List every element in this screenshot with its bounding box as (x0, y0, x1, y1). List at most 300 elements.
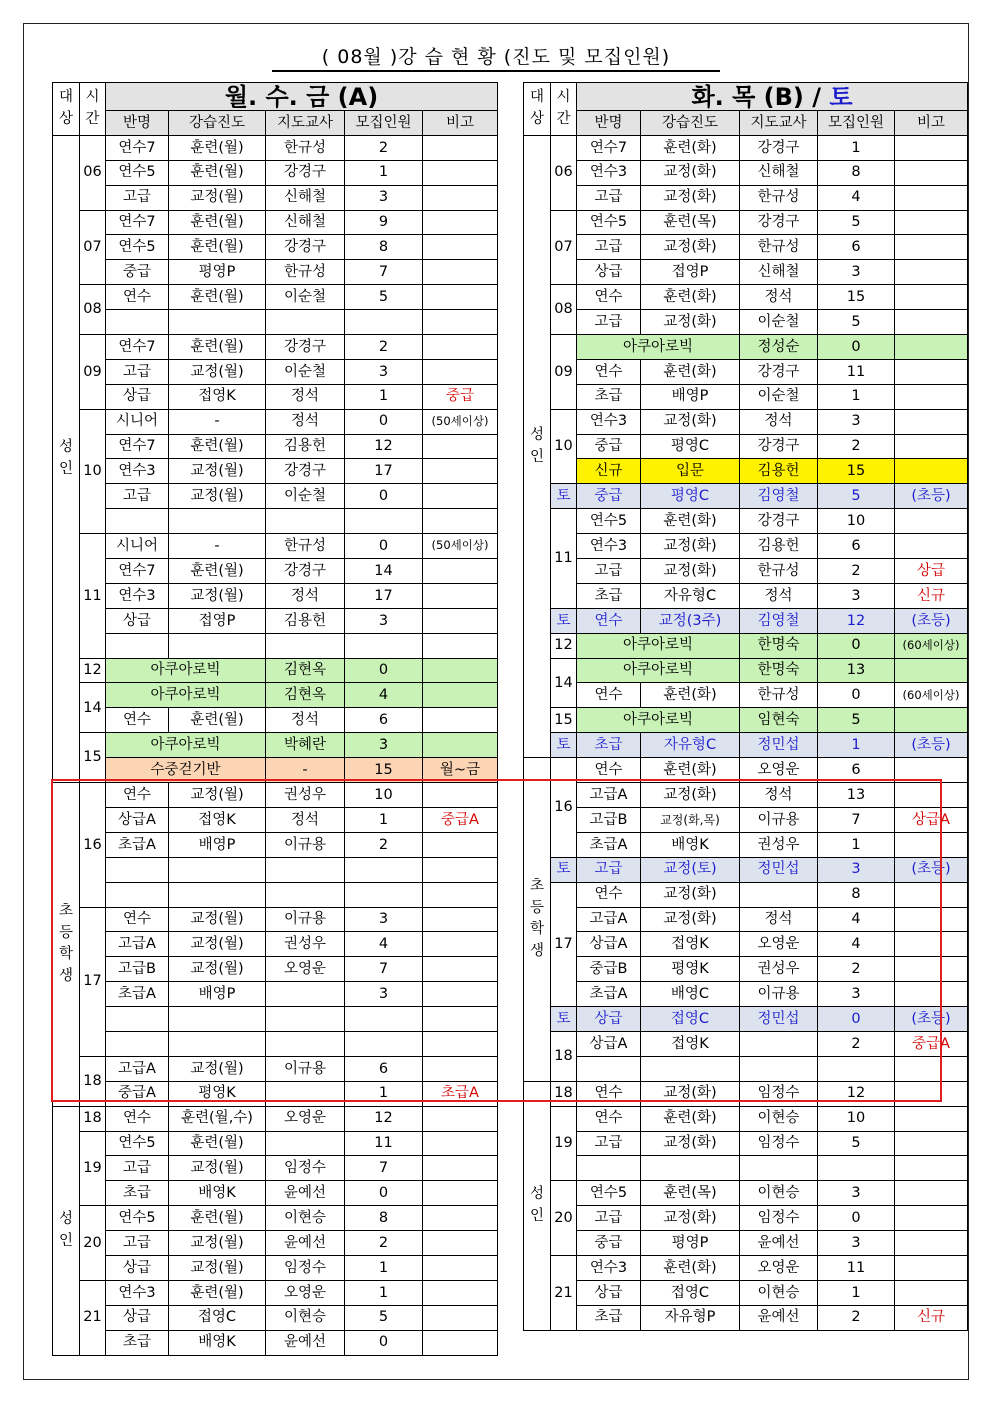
progress-cell: 교정(월) (169, 783, 266, 808)
count-cell: 7 (818, 807, 895, 832)
count-cell: 3 (345, 907, 423, 932)
page-title: ( 08월 )강 습 현 황 (진도 및 모집인원) (272, 44, 720, 72)
table-row (53, 783, 498, 808)
table-row (53, 683, 498, 708)
note-cell (895, 1081, 968, 1106)
count-cell: 8 (345, 235, 423, 260)
count-cell: 0 (818, 1007, 895, 1032)
count-cell (345, 1007, 423, 1032)
progress-cell (169, 310, 266, 335)
table-row (53, 882, 498, 907)
teacher-cell: 정민섭 (740, 733, 818, 758)
class-name-cell: 상급 (106, 1305, 169, 1330)
teacher-cell: 강경구 (740, 509, 818, 534)
progress-cell: 교정(월) (169, 957, 266, 982)
count-cell (345, 509, 423, 534)
note-cell: (50세이상) (423, 534, 498, 559)
class-name-cell: 고급B (577, 807, 641, 832)
column-header: 모집인원 (818, 111, 895, 136)
count-cell: 6 (345, 1056, 423, 1081)
count-cell: 6 (818, 235, 895, 260)
count-cell: 2 (818, 559, 895, 584)
class-name-cell: 연수 (577, 608, 641, 633)
column-header: 지도교사 (740, 111, 818, 136)
class-name-cell: 초급 (106, 1330, 169, 1355)
teacher-cell: 김현옥 (266, 658, 345, 683)
class-name-cell: 수중걷기반 (106, 758, 266, 783)
count-cell (818, 1156, 895, 1181)
progress-cell: 훈련(월) (169, 1280, 266, 1305)
time-cell: 19 (551, 1106, 577, 1181)
class-name-cell: 상급A (106, 807, 169, 832)
table-row (53, 807, 498, 832)
note-cell (895, 434, 968, 459)
time-cell: 06 (80, 135, 106, 210)
table-row (53, 434, 498, 459)
table-row (53, 1156, 498, 1181)
class-name-cell: 신규 (577, 459, 641, 484)
column-header: 모집인원 (345, 111, 423, 136)
note-cell (423, 957, 498, 982)
teacher-cell: 강경구 (740, 359, 818, 384)
count-cell: 12 (818, 1081, 895, 1106)
table-row (53, 534, 498, 559)
time-cell: 20 (80, 1206, 106, 1281)
table-row (524, 210, 968, 235)
class-name-cell: 초급 (577, 733, 641, 758)
saturday-marker: 토 (551, 733, 577, 758)
count-cell: 0 (345, 1181, 423, 1206)
teacher-cell: - (266, 758, 345, 783)
table-row (524, 459, 968, 484)
table-row (524, 409, 968, 434)
schedule-table-tt (523, 82, 968, 1331)
note-cell (423, 1156, 498, 1181)
table-row (524, 335, 968, 360)
teacher-cell: 이현승 (740, 1280, 818, 1305)
note-cell (423, 633, 498, 658)
class-name-cell: 연수3 (577, 534, 641, 559)
time-header: 시 간 (551, 83, 577, 136)
progress-cell: 교정(화) (641, 559, 740, 584)
teacher-cell: 오영운 (266, 1106, 345, 1131)
note-cell: (초등) (895, 857, 968, 882)
class-name-cell: 고급B (106, 957, 169, 982)
class-name-cell: 초급 (106, 1181, 169, 1206)
count-cell: 10 (818, 1106, 895, 1131)
progress-cell: 훈련(월) (169, 160, 266, 185)
teacher-cell: 이현승 (266, 1206, 345, 1231)
count-cell: 1 (345, 1255, 423, 1280)
teacher-cell: 한규성 (266, 534, 345, 559)
note-cell (895, 1255, 968, 1280)
table-row (53, 359, 498, 384)
teacher-cell: 이현승 (740, 1106, 818, 1131)
saturday-marker: 토 (551, 484, 577, 509)
note-cell (423, 1280, 498, 1305)
table-row (524, 1305, 968, 1330)
table-row (524, 285, 968, 310)
table-row (53, 1181, 498, 1206)
teacher-cell: 오영운 (740, 932, 818, 957)
table-row (524, 1255, 968, 1280)
class-name-cell (106, 1031, 169, 1056)
count-cell: 4 (818, 907, 895, 932)
note-cell: 신규 (895, 583, 968, 608)
note-cell: 중급 (423, 384, 498, 409)
progress-cell: 교정(3주) (641, 608, 740, 633)
progress-cell: 평영K (641, 957, 740, 982)
progress-cell: 교정(월) (169, 1156, 266, 1181)
class-name-cell: 중급B (577, 957, 641, 982)
count-cell: 0 (818, 633, 895, 658)
note-cell: 신규 (895, 1305, 968, 1330)
class-name-cell: 초급A (577, 832, 641, 857)
note-cell (895, 658, 968, 683)
note-cell (423, 285, 498, 310)
note-cell: (60세이상) (895, 683, 968, 708)
table-row (53, 135, 498, 160)
teacher-cell: 정석 (740, 583, 818, 608)
class-name-cell: 연수3 (577, 160, 641, 185)
time-cell: 18 (80, 1056, 106, 1106)
note-cell (423, 783, 498, 808)
count-cell: 12 (345, 434, 423, 459)
table-row (53, 583, 498, 608)
table-row (53, 509, 498, 534)
note-cell (895, 210, 968, 235)
progress-cell: 훈련(월) (169, 1206, 266, 1231)
count-cell: 0 (345, 658, 423, 683)
note-cell (895, 1131, 968, 1156)
note-cell (423, 484, 498, 509)
table-row (524, 733, 968, 758)
count-cell: 0 (345, 409, 423, 434)
class-name-cell: 아쿠아로빅 (577, 335, 740, 360)
teacher-cell: 이순철 (740, 310, 818, 335)
table-row (53, 459, 498, 484)
note-cell (895, 409, 968, 434)
note-cell (423, 559, 498, 584)
class-name-cell: 초급A (106, 982, 169, 1007)
table-row (53, 1131, 498, 1156)
time-cell: 21 (551, 1255, 577, 1330)
note-cell: 중급A (895, 1031, 968, 1056)
count-cell: 0 (818, 1206, 895, 1231)
class-name-cell: 초급A (577, 982, 641, 1007)
category-cell: 초 등 학 생 (53, 783, 80, 1107)
note-cell (895, 882, 968, 907)
count-cell: 13 (818, 658, 895, 683)
progress-cell: 배영P (641, 384, 740, 409)
note-cell: (초등) (895, 484, 968, 509)
progress-cell: 훈련(월) (169, 210, 266, 235)
time-cell: 18 (551, 1031, 577, 1081)
column-header: 비고 (895, 111, 968, 136)
count-cell (345, 633, 423, 658)
count-cell: 2 (818, 1031, 895, 1056)
progress-cell: 교정(화) (641, 310, 740, 335)
table-row (53, 758, 498, 783)
group-header-tt: 화. 목 (B) / 토 (577, 83, 968, 111)
progress-cell: 배영P (169, 832, 266, 857)
table-row (524, 907, 968, 932)
time-cell: 17 (80, 907, 106, 1056)
progress-cell: 접영P (169, 608, 266, 633)
table-row (53, 1056, 498, 1081)
note-cell (895, 384, 968, 409)
schedule-table-mwf (52, 82, 498, 1356)
class-name-cell: 연수7 (106, 135, 169, 160)
table-row (524, 1131, 968, 1156)
class-name-cell (106, 310, 169, 335)
progress-cell: 배영K (169, 1181, 266, 1206)
count-cell: 1 (818, 384, 895, 409)
table-row (524, 235, 968, 260)
teacher-cell: 권성우 (740, 832, 818, 857)
progress-cell (641, 1056, 740, 1081)
time-cell: 14 (80, 683, 106, 733)
table-row (53, 957, 498, 982)
table-row (524, 260, 968, 285)
note-cell (423, 1007, 498, 1032)
class-name-cell: 고급 (577, 559, 641, 584)
class-name-cell: 아쿠아로빅 (106, 733, 266, 758)
table-row (53, 907, 498, 932)
count-cell: 2 (345, 135, 423, 160)
count-cell: 10 (345, 783, 423, 808)
count-cell: 5 (818, 1131, 895, 1156)
table-row (53, 285, 498, 310)
progress-cell: 훈련(화) (641, 135, 740, 160)
table-row (53, 608, 498, 633)
progress-cell: 훈련(화) (641, 683, 740, 708)
class-name-cell: 고급 (577, 310, 641, 335)
table-row (53, 857, 498, 882)
progress-cell: 교정(화) (641, 1081, 740, 1106)
count-cell: 1 (818, 733, 895, 758)
class-name-cell: 고급 (106, 1156, 169, 1181)
table-row (524, 1156, 968, 1181)
class-name-cell: 연수 (106, 708, 169, 733)
progress-cell: 훈련(월) (169, 335, 266, 360)
class-name-cell: 상급A (577, 932, 641, 957)
table-row (524, 1031, 968, 1056)
progress-cell: 교정(토) (641, 857, 740, 882)
table-row (53, 633, 498, 658)
note-cell (423, 235, 498, 260)
table-row (53, 1106, 498, 1131)
class-name-cell: 상급A (577, 1031, 641, 1056)
class-name-cell: 연수7 (106, 210, 169, 235)
count-cell: 0 (345, 484, 423, 509)
time-cell: 08 (551, 285, 577, 335)
progress-cell (169, 509, 266, 534)
note-cell (423, 1305, 498, 1330)
table-row (53, 733, 498, 758)
teacher-cell (266, 882, 345, 907)
column-header: 반명 (106, 111, 169, 136)
note-cell (895, 310, 968, 335)
class-name-cell: 아쿠아로빅 (577, 708, 740, 733)
table-row (53, 708, 498, 733)
note-cell (423, 1206, 498, 1231)
progress-cell: 훈련(월) (169, 708, 266, 733)
count-cell: 3 (345, 982, 423, 1007)
note-cell (423, 658, 498, 683)
progress-cell: 훈련(화) (641, 758, 740, 783)
note-cell (895, 185, 968, 210)
teacher-cell: 임정수 (266, 1255, 345, 1280)
count-cell: 2 (345, 1231, 423, 1256)
class-name-cell: 고급A (577, 783, 641, 808)
class-name-cell: 연수 (577, 758, 641, 783)
table-row (53, 1081, 498, 1106)
table-row (53, 982, 498, 1007)
note-cell: 상급A (895, 807, 968, 832)
teacher-cell: 윤예선 (740, 1231, 818, 1256)
note-cell (423, 335, 498, 360)
class-name-cell: 연수7 (577, 135, 641, 160)
count-cell: 6 (818, 534, 895, 559)
table-row (524, 807, 968, 832)
count-cell: 3 (818, 1181, 895, 1206)
count-cell (345, 1031, 423, 1056)
note-cell (423, 310, 498, 335)
progress-cell: 교정(월) (169, 932, 266, 957)
count-cell: 4 (345, 932, 423, 957)
teacher-cell: 신해철 (266, 185, 345, 210)
class-name-cell: 연수 (106, 1106, 169, 1131)
teacher-cell: 권성우 (740, 957, 818, 982)
progress-cell: 평영C (641, 484, 740, 509)
count-cell: 15 (818, 459, 895, 484)
count-cell: 8 (345, 1206, 423, 1231)
class-name-cell: 연수7 (106, 434, 169, 459)
progress-cell: 훈련(월) (169, 434, 266, 459)
count-cell: 14 (345, 559, 423, 584)
note-cell: 초급A (423, 1081, 498, 1106)
progress-cell (641, 1156, 740, 1181)
table-row (53, 1206, 498, 1231)
note-cell: (초등) (895, 1007, 968, 1032)
class-name-cell: 연수 (106, 907, 169, 932)
class-name-cell: 중급A (106, 1081, 169, 1106)
count-cell (345, 882, 423, 907)
progress-cell: 교정(화) (641, 534, 740, 559)
table-row (524, 832, 968, 857)
teacher-cell: 이순철 (266, 285, 345, 310)
progress-cell: 훈련(화) (641, 1106, 740, 1131)
progress-cell: - (169, 409, 266, 434)
class-name-cell: 연수5 (106, 235, 169, 260)
class-name-cell: 시니어 (106, 409, 169, 434)
progress-cell: 평영P (169, 260, 266, 285)
class-name-cell: 연수5 (106, 1206, 169, 1231)
teacher-cell: 강경구 (266, 160, 345, 185)
class-name-cell: 연수5 (577, 210, 641, 235)
teacher-cell: 임정수 (740, 1131, 818, 1156)
class-name-cell: 상급 (106, 1255, 169, 1280)
count-cell: 15 (818, 285, 895, 310)
teacher-cell: 한명숙 (740, 658, 818, 683)
progress-cell (169, 882, 266, 907)
time-cell: 16 (551, 758, 577, 858)
count-cell: 9 (345, 210, 423, 235)
table-row (524, 1231, 968, 1256)
note-cell: (초등) (895, 608, 968, 633)
count-cell: 5 (818, 210, 895, 235)
note-cell: 중급A (423, 807, 498, 832)
note-cell (423, 1255, 498, 1280)
note-cell (895, 285, 968, 310)
note-cell (423, 583, 498, 608)
teacher-cell: 김용헌 (266, 434, 345, 459)
count-cell (345, 857, 423, 882)
count-cell: 4 (818, 932, 895, 957)
count-cell: 2 (345, 335, 423, 360)
note-cell: (50세이상) (423, 409, 498, 434)
teacher-cell: 강경구 (266, 459, 345, 484)
class-name-cell: 연수 (577, 285, 641, 310)
category-cell: 초 등 학 생 (524, 758, 551, 1082)
note-cell (423, 733, 498, 758)
count-cell: 1 (818, 135, 895, 160)
class-name-cell: 아쿠아로빅 (577, 633, 740, 658)
class-name-cell: 상급 (106, 384, 169, 409)
table-row (524, 384, 968, 409)
class-name-cell: 연수7 (106, 559, 169, 584)
count-cell: 1 (345, 1081, 423, 1106)
note-cell (895, 359, 968, 384)
count-cell: 11 (818, 359, 895, 384)
teacher-cell: 정민섭 (740, 1007, 818, 1032)
time-cell: 18 (551, 1081, 577, 1106)
teacher-cell: 정석 (740, 409, 818, 434)
column-header: 강습진도 (641, 111, 740, 136)
teacher-cell: 정석 (740, 907, 818, 932)
class-name-cell: 연수 (577, 683, 641, 708)
note-cell (423, 982, 498, 1007)
note-cell (895, 534, 968, 559)
time-cell: 10 (551, 409, 577, 484)
count-cell: 7 (345, 260, 423, 285)
progress-cell: 훈련(목) (641, 1181, 740, 1206)
class-name-cell: 아쿠아로빅 (106, 658, 266, 683)
teacher-cell: 오영운 (266, 1280, 345, 1305)
teacher-cell: 정석 (266, 807, 345, 832)
progress-cell: 자유형P (641, 1305, 740, 1330)
class-name-cell: 초급 (577, 384, 641, 409)
time-cell: 21 (80, 1280, 106, 1355)
note-cell (895, 708, 968, 733)
note-cell (895, 135, 968, 160)
teacher-cell: 정석 (740, 783, 818, 808)
note-cell (423, 185, 498, 210)
teacher-cell: 윤예선 (266, 1181, 345, 1206)
class-name-cell: 아쿠아로빅 (106, 683, 266, 708)
table-row (524, 534, 968, 559)
class-name-cell: 중급 (106, 260, 169, 285)
class-name-cell (106, 509, 169, 534)
note-cell (423, 1056, 498, 1081)
table-row (524, 583, 968, 608)
note-cell (423, 509, 498, 534)
teacher-cell: 강경구 (740, 135, 818, 160)
class-name-cell: 고급A (577, 907, 641, 932)
progress-cell: 훈련(월) (169, 235, 266, 260)
teacher-cell (266, 509, 345, 534)
